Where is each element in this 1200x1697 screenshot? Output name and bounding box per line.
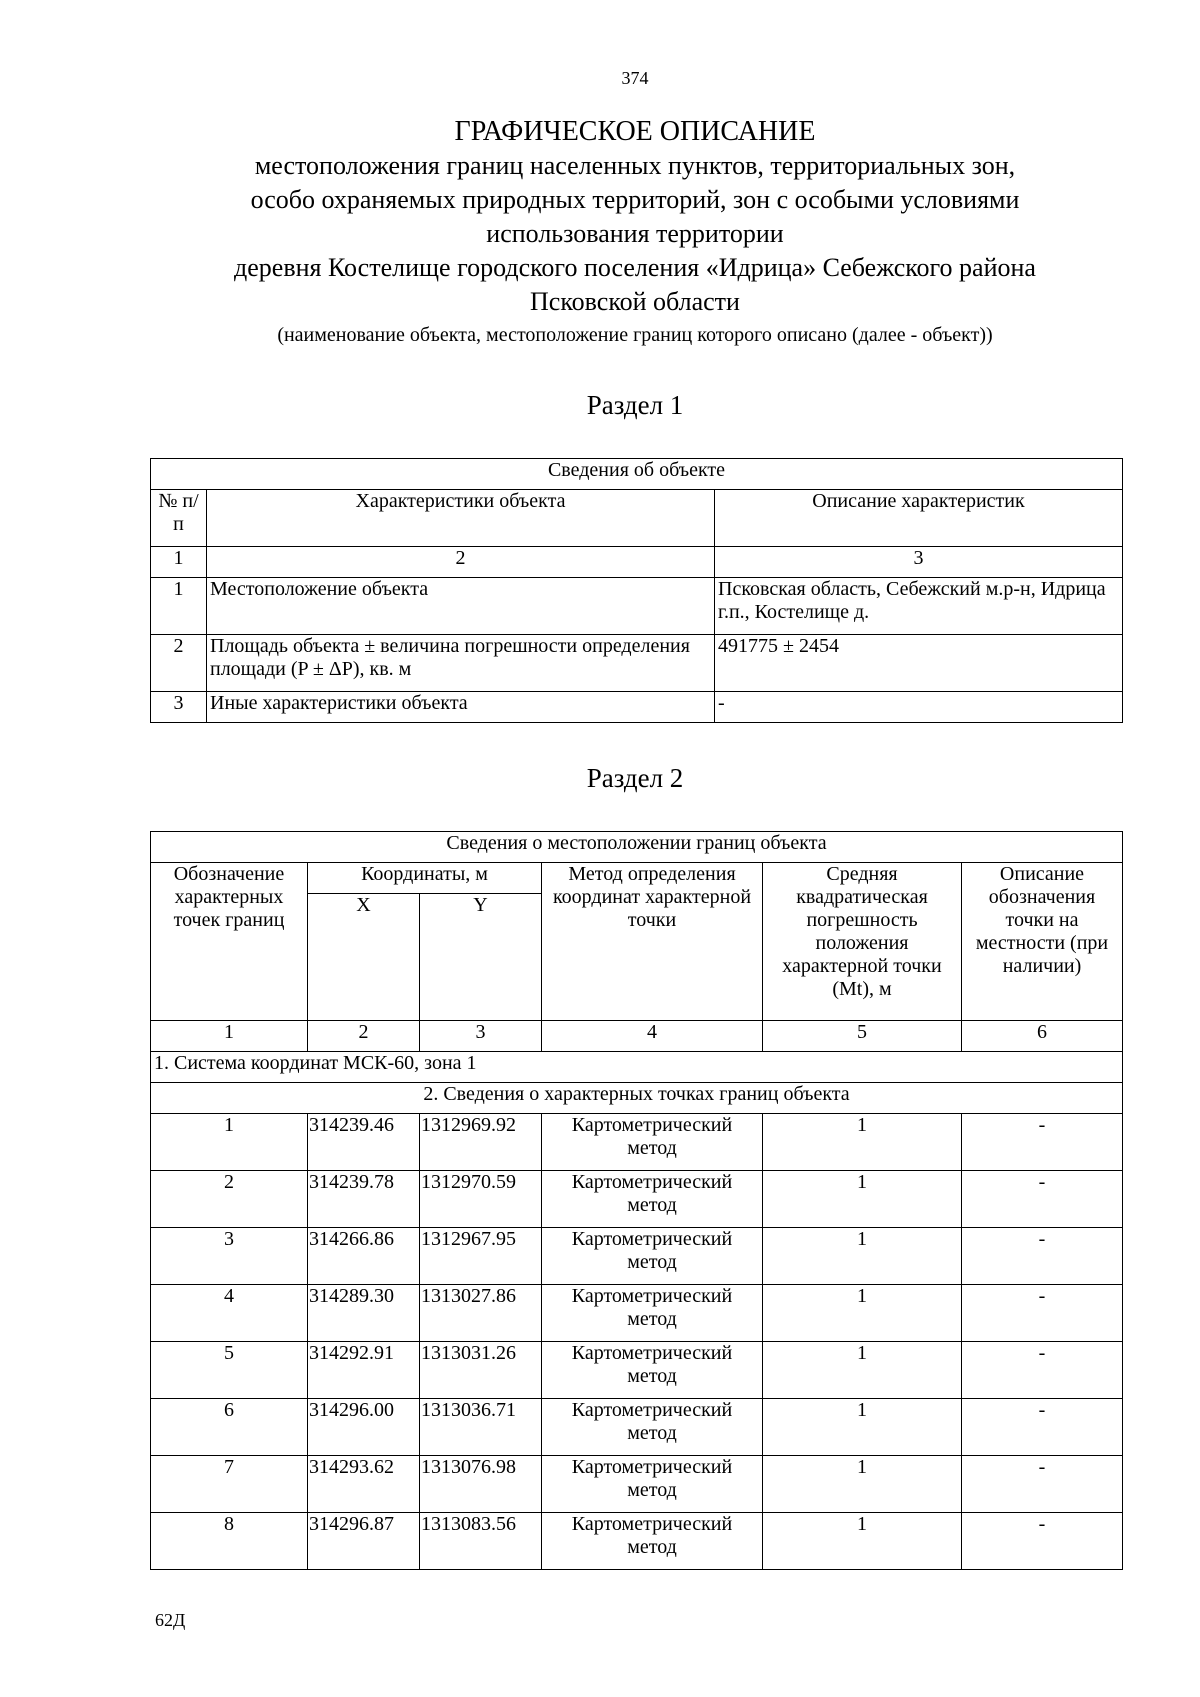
point-method: Картометрический метод bbox=[542, 1114, 763, 1171]
point-description: - bbox=[962, 1114, 1123, 1171]
point-number: 8 bbox=[151, 1513, 308, 1570]
point-y: 1313083.56 bbox=[420, 1513, 542, 1570]
row-name: Иные характеристики объекта bbox=[207, 692, 715, 723]
title-main: ГРАФИЧЕСКОЕ ОПИСАНИЕ bbox=[454, 116, 816, 147]
table-row bbox=[151, 1399, 1123, 1456]
point-description: - bbox=[962, 1513, 1123, 1570]
point-y: 1312967.95 bbox=[420, 1228, 542, 1285]
point-method: Картометрический метод bbox=[542, 1171, 763, 1228]
point-number: 3 bbox=[151, 1228, 308, 1285]
header-num: № п/п bbox=[151, 490, 207, 547]
col-number: 1 bbox=[151, 1021, 308, 1052]
title-line-2: особо охраняемых природных территорий, зон с особыми условиями bbox=[250, 185, 1020, 214]
boundary-points-table bbox=[150, 831, 1123, 1570]
header-y: Y bbox=[420, 894, 542, 1021]
col-number: 2 bbox=[207, 547, 715, 578]
row-num: 3 bbox=[151, 692, 207, 723]
point-y: 1313076.98 bbox=[420, 1456, 542, 1513]
table-row bbox=[151, 1342, 1123, 1399]
row-name: Местоположение объекта bbox=[207, 578, 715, 635]
table-row bbox=[151, 578, 1123, 635]
table-row bbox=[151, 692, 1123, 723]
point-y: 1313031.26 bbox=[420, 1342, 542, 1399]
point-y: 1313027.86 bbox=[420, 1285, 542, 1342]
points-body bbox=[151, 1114, 1123, 1570]
point-description: - bbox=[962, 1285, 1123, 1342]
point-x: 314293.62 bbox=[308, 1456, 420, 1513]
point-mt: 1 bbox=[763, 1171, 962, 1228]
point-description: - bbox=[962, 1171, 1123, 1228]
point-method: Картометрический метод bbox=[542, 1399, 763, 1456]
col-number: 1 bbox=[151, 547, 207, 578]
point-y: 1312969.92 bbox=[420, 1114, 542, 1171]
point-mt: 1 bbox=[763, 1342, 962, 1399]
col-number: 2 bbox=[308, 1021, 420, 1052]
table-row bbox=[151, 635, 1123, 692]
point-x: 314296.87 bbox=[308, 1513, 420, 1570]
point-number: 4 bbox=[151, 1285, 308, 1342]
point-number: 7 bbox=[151, 1456, 308, 1513]
header-error: Средняя квадратическая погрешность положения характерной точки (Mt), м bbox=[763, 863, 962, 1021]
point-method: Картометрический метод bbox=[542, 1228, 763, 1285]
title-line-3: использования территории bbox=[486, 219, 784, 248]
point-x: 314292.91 bbox=[308, 1342, 420, 1399]
point-description: - bbox=[962, 1342, 1123, 1399]
header-designation: Обозначение характерных точек границ bbox=[151, 863, 308, 1021]
table-row bbox=[151, 1171, 1123, 1228]
title-line-1: местоположения границ населенных пунктов, территориальных зон, bbox=[254, 151, 1016, 180]
boundary-table-title: Сведения о местоположении границ объекта bbox=[151, 832, 1123, 863]
title-line-5: Псковской области bbox=[530, 287, 740, 316]
point-method: Картометрический метод bbox=[542, 1513, 763, 1570]
table-row bbox=[151, 1228, 1123, 1285]
header-x: X bbox=[308, 894, 420, 1021]
points-header-row: 2. Сведения о характерных точках границ объекта bbox=[151, 1083, 1123, 1114]
point-method: Картометрический метод bbox=[542, 1456, 763, 1513]
point-mt: 1 bbox=[763, 1114, 962, 1171]
point-description: - bbox=[962, 1456, 1123, 1513]
header-point-description: Описание обозначения точки на местности (при наличии) bbox=[962, 863, 1123, 1021]
row-num: 2 bbox=[151, 635, 207, 692]
row-value: Псковская область, Себежский м.р-н, Идрица г.п., Костелище д. bbox=[715, 578, 1123, 635]
row-value: 491775 ± 2454 bbox=[715, 635, 1123, 692]
object-info-table bbox=[150, 458, 1123, 723]
header-description: Описание характеристик bbox=[715, 490, 1123, 547]
object-info-table-title: Сведения об объекте bbox=[151, 459, 1123, 490]
col-number: 3 bbox=[420, 1021, 542, 1052]
point-mt: 1 bbox=[763, 1456, 962, 1513]
point-number: 5 bbox=[151, 1342, 308, 1399]
table-row bbox=[151, 1114, 1123, 1171]
point-description: - bbox=[962, 1228, 1123, 1285]
table-row bbox=[151, 1285, 1123, 1342]
document-title bbox=[130, 115, 1140, 349]
point-x: 314289.30 bbox=[308, 1285, 420, 1342]
col-number: 5 bbox=[763, 1021, 962, 1052]
footer-code: 62Д bbox=[155, 1610, 186, 1630]
point-number: 6 bbox=[151, 1399, 308, 1456]
col-number: 3 bbox=[715, 547, 1123, 578]
header-coordinates: Координаты, м bbox=[308, 863, 542, 894]
point-y: 1312970.59 bbox=[420, 1171, 542, 1228]
point-x: 314266.86 bbox=[308, 1228, 420, 1285]
header-characteristics: Характеристики объекта bbox=[207, 490, 715, 547]
row-value: - bbox=[715, 692, 1123, 723]
point-method: Картометрический метод bbox=[542, 1342, 763, 1399]
col-number: 4 bbox=[542, 1021, 763, 1052]
point-mt: 1 bbox=[763, 1285, 962, 1342]
point-y: 1313036.71 bbox=[420, 1399, 542, 1456]
page-number: 374 bbox=[621, 68, 649, 88]
point-x: 314296.00 bbox=[308, 1399, 420, 1456]
point-number: 2 bbox=[151, 1171, 308, 1228]
col-number: 6 bbox=[962, 1021, 1123, 1052]
point-mt: 1 bbox=[763, 1513, 962, 1570]
point-number: 1 bbox=[151, 1114, 308, 1171]
point-description: - bbox=[962, 1399, 1123, 1456]
header-method: Метод определения координат характерной точки bbox=[542, 863, 763, 1021]
title-line-4: деревня Костелище городского поселения «Идрица» Себежского района bbox=[234, 253, 1036, 282]
point-mt: 1 bbox=[763, 1228, 962, 1285]
point-mt: 1 bbox=[763, 1399, 962, 1456]
row-name: Площадь объекта ± величина погрешности определения площади (P ± ΔP), кв. м bbox=[207, 635, 715, 692]
table-row bbox=[151, 1456, 1123, 1513]
point-x: 314239.46 bbox=[308, 1114, 420, 1171]
point-x: 314239.78 bbox=[308, 1171, 420, 1228]
section2-heading: Раздел 2 bbox=[586, 763, 684, 793]
title-subtitle: (наименование объекта, местоположение границ которого описано (далее - объект)) bbox=[277, 324, 993, 346]
point-method: Картометрический метод bbox=[542, 1285, 763, 1342]
coordinate-system-row: 1. Система координат МСК-60, зона 1 bbox=[151, 1052, 1123, 1083]
section1-heading: Раздел 1 bbox=[586, 390, 684, 420]
row-num: 1 bbox=[151, 578, 207, 635]
table-row bbox=[151, 1513, 1123, 1570]
